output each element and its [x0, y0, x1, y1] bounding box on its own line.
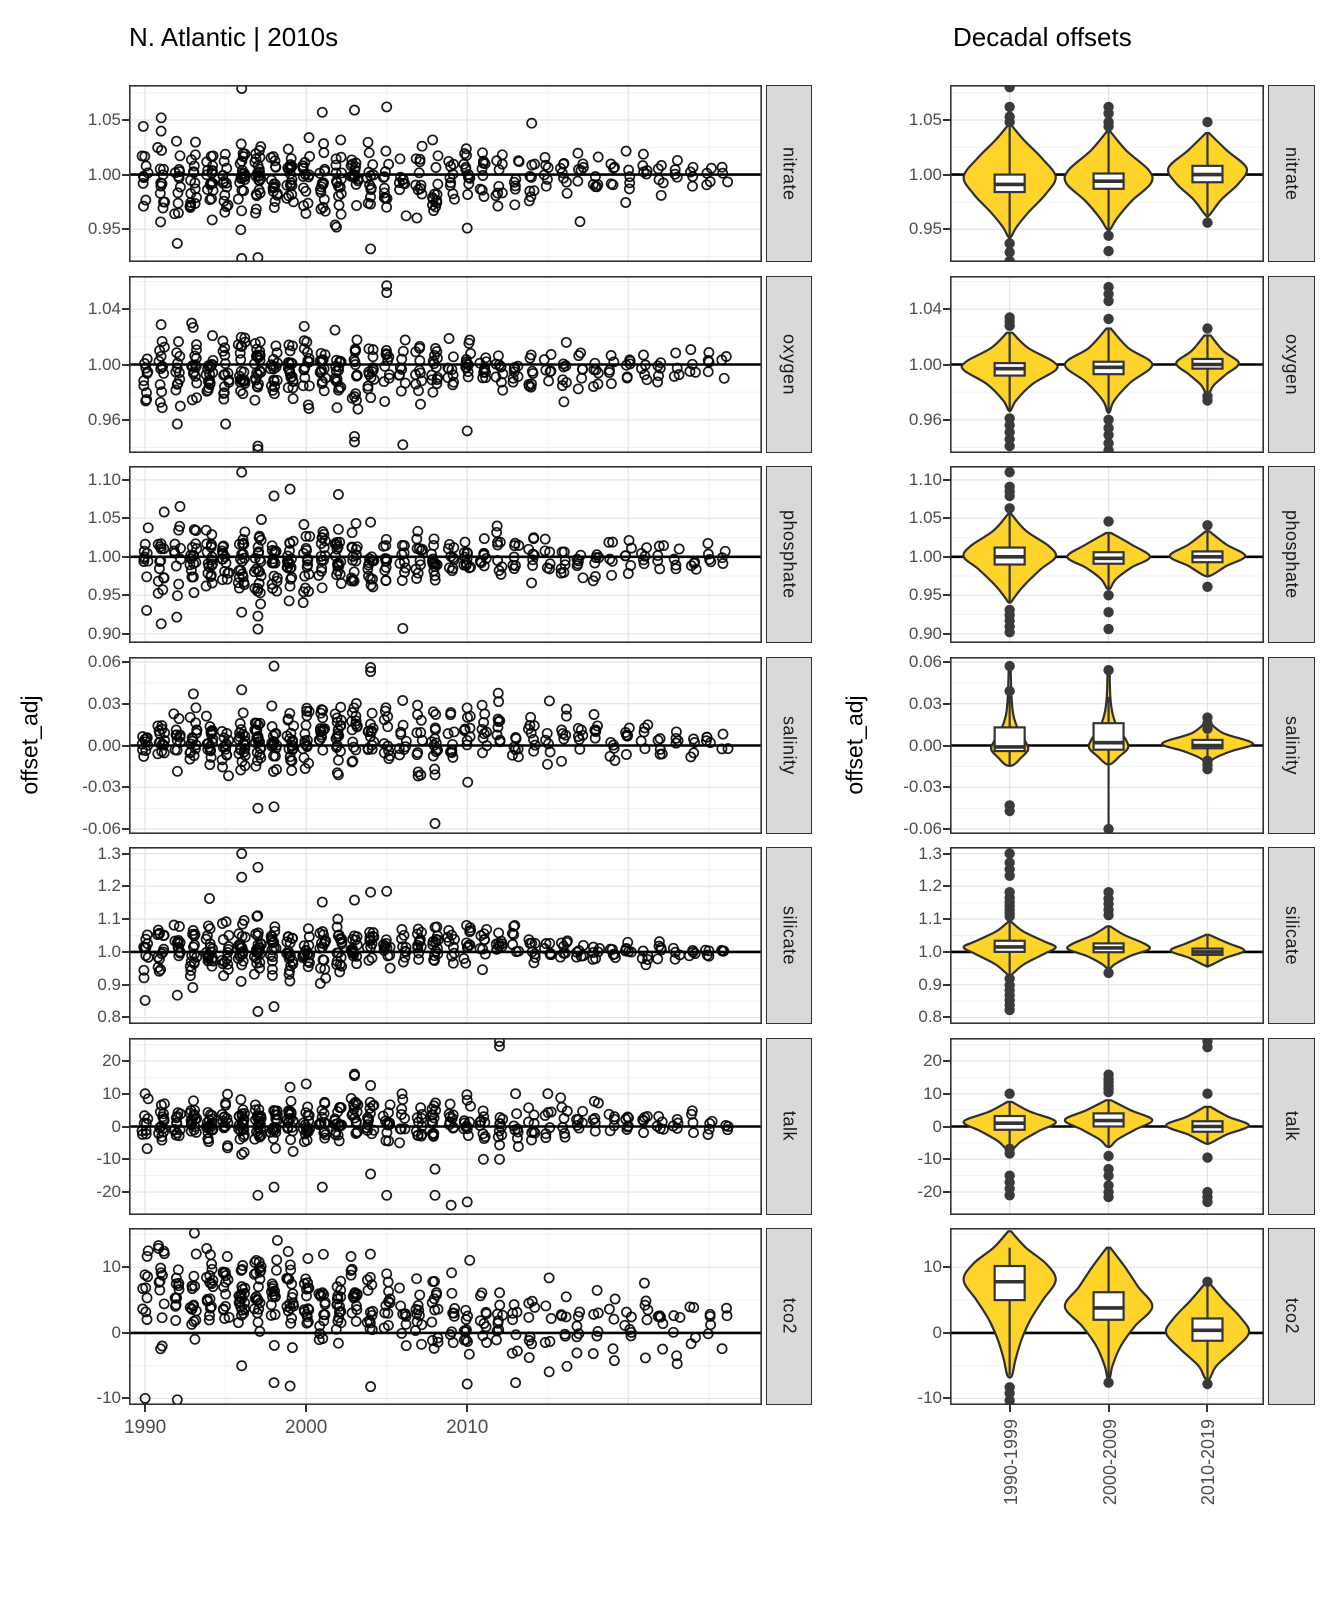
- y-tick-mark: [943, 951, 950, 953]
- y-tick-mark: [122, 174, 129, 176]
- y-tick-label: 10: [923, 1083, 942, 1103]
- scatter-panel-nitrate: [129, 85, 762, 262]
- y-tick-mark: [943, 918, 950, 920]
- x-tick-mark: [1108, 1405, 1110, 1412]
- y-tick-label: 1.04: [908, 299, 942, 319]
- violin-panel-tco2: [950, 1228, 1264, 1405]
- y-tick-label: 0.03: [87, 693, 121, 713]
- x-tick-label: 2000: [285, 1417, 328, 1438]
- y-axis-label: offset_adj: [16, 695, 43, 795]
- x-tick-mark: [466, 1405, 468, 1412]
- x-tick-mark: [1206, 1405, 1208, 1412]
- facet-strip-oxygen: [766, 276, 812, 453]
- y-tick-mark: [943, 828, 950, 830]
- y-tick-label: 20: [102, 1050, 121, 1070]
- y-tick-mark: [943, 1266, 950, 1268]
- y-tick-mark: [943, 661, 950, 663]
- facet-label: oxygen: [1282, 333, 1302, 396]
- facet-label: phosphate: [1282, 510, 1302, 599]
- y-tick-label: 10: [923, 1257, 942, 1277]
- y-tick-label: 0: [932, 1322, 942, 1342]
- y-tick-label: 1.00: [87, 164, 121, 184]
- violin-panel-salinity: [950, 657, 1264, 834]
- y-tick-label: 20: [923, 1050, 942, 1070]
- y-tick-label: 0.8: [918, 1007, 942, 1027]
- y-tick-label: 0: [111, 1116, 121, 1136]
- y-tick-mark: [943, 885, 950, 887]
- y-tick-mark: [122, 119, 129, 121]
- y-tick-label: 0.00: [87, 735, 121, 755]
- y-tick-mark: [122, 885, 129, 887]
- facet-strip-talk: [766, 1038, 812, 1215]
- y-tick-label: 1.1: [918, 909, 942, 929]
- y-tick-mark: [122, 364, 129, 366]
- y-tick-mark: [943, 1191, 950, 1193]
- facet-label: nitrate: [1282, 146, 1302, 201]
- x-tick-mark: [144, 1405, 146, 1412]
- y-tick-mark: [122, 1397, 129, 1399]
- y-tick-mark: [122, 308, 129, 310]
- y-tick-label: 1.3: [97, 843, 121, 863]
- y-tick-mark: [943, 174, 950, 176]
- y-tick-label: 1.05: [87, 508, 121, 528]
- y-tick-mark: [122, 786, 129, 788]
- y-tick-label: 0.9: [97, 974, 121, 994]
- y-tick-mark: [122, 745, 129, 747]
- x-category-label: 2000-2009: [1099, 1419, 1120, 1506]
- y-tick-mark: [122, 918, 129, 920]
- y-tick-label: 0.00: [908, 735, 942, 755]
- y-tick-label: 1.2: [918, 876, 942, 896]
- facet-label: talk: [1282, 1111, 1302, 1142]
- y-tick-mark: [943, 119, 950, 121]
- y-tick-mark: [943, 703, 950, 705]
- facet-label: talk: [779, 1111, 800, 1142]
- facet-label: silicate: [1282, 905, 1302, 966]
- y-tick-label: 0.95: [908, 585, 942, 605]
- scatter-panel-oxygen: [129, 276, 762, 453]
- y-tick-mark: [122, 1158, 129, 1160]
- facet-label: salinity: [1282, 715, 1302, 776]
- y-tick-label: 1.05: [908, 508, 942, 528]
- y-tick-mark: [943, 745, 950, 747]
- scatter-panel-silicate: [129, 847, 762, 1024]
- facet-strip-phosphate: [766, 466, 812, 643]
- facet-strip-nitrate: [766, 85, 812, 262]
- y-tick-mark: [943, 1332, 950, 1334]
- y-tick-label: 1.00: [87, 354, 121, 374]
- y-tick-label: 1.1: [97, 909, 121, 929]
- y-tick-mark: [122, 1016, 129, 1018]
- y-tick-label: 1.05: [87, 109, 121, 129]
- facet-strip-tco2: [766, 1228, 812, 1405]
- y-tick-mark: [122, 951, 129, 953]
- facet-strip-silicate: [766, 847, 812, 1024]
- y-tick-label: -0.06: [82, 819, 121, 839]
- y-tick-label: 0.90: [908, 623, 942, 643]
- y-tick-mark: [122, 703, 129, 705]
- y-tick-label: 0.96: [87, 409, 121, 429]
- y-tick-label: 0: [932, 1116, 942, 1136]
- facet-strip-salinity: [766, 657, 812, 834]
- y-tick-mark: [943, 308, 950, 310]
- y-tick-mark: [122, 984, 129, 986]
- y-tick-label: -0.03: [82, 777, 121, 797]
- violin-panel-talk: [950, 1038, 1264, 1215]
- y-tick-mark: [122, 556, 129, 558]
- facet-strip-nitrate: [1268, 85, 1315, 262]
- y-tick-mark: [122, 1332, 129, 1334]
- y-axis-label-right: offset_adj: [841, 695, 868, 795]
- y-tick-label: 0: [111, 1322, 121, 1342]
- facet-strip-salinity: [1268, 657, 1315, 834]
- violin-panel-nitrate: [950, 85, 1264, 262]
- x-tick-label: 1990: [123, 1417, 167, 1438]
- y-tick-label: 0.96: [908, 409, 942, 429]
- violin-figure: [830, 0, 1344, 1612]
- x-category-label: 1990-1999: [1000, 1419, 1021, 1506]
- y-tick-label: 1.0: [918, 941, 942, 961]
- facet-strip-talk: [1268, 1038, 1315, 1215]
- y-tick-label: -10: [917, 1388, 942, 1408]
- violin-panel-phosphate: [950, 466, 1264, 643]
- y-tick-mark: [122, 517, 129, 519]
- y-tick-mark: [943, 786, 950, 788]
- y-tick-mark: [122, 419, 129, 421]
- y-tick-label: 1.10: [87, 469, 121, 489]
- facet-label: oxygen: [779, 333, 800, 396]
- facet-strip-phosphate: [1268, 466, 1315, 643]
- facet-label: tco2: [1282, 1298, 1302, 1335]
- y-tick-mark: [122, 661, 129, 663]
- y-tick-mark: [122, 479, 129, 481]
- y-tick-label: 0.95: [87, 585, 121, 605]
- violin-panel-silicate: [950, 847, 1264, 1024]
- y-tick-mark: [122, 1266, 129, 1268]
- y-tick-mark: [122, 853, 129, 855]
- scatter-panel-talk: [129, 1038, 762, 1215]
- y-tick-label: 1.0: [97, 941, 121, 961]
- y-tick-mark: [122, 1191, 129, 1193]
- y-tick-label: 0.06: [87, 651, 121, 671]
- y-tick-label: 0.95: [908, 219, 942, 239]
- y-tick-label: -20: [96, 1182, 121, 1202]
- facet-label: tco2: [779, 1298, 800, 1335]
- facet-label: silicate: [779, 905, 800, 966]
- y-tick-mark: [943, 1060, 950, 1062]
- y-tick-mark: [943, 1016, 950, 1018]
- scatter-panel-tco2: [129, 1228, 762, 1405]
- y-tick-mark: [943, 1093, 950, 1095]
- facet-strip-silicate: [1268, 847, 1315, 1024]
- y-tick-mark: [122, 1126, 129, 1128]
- y-tick-label: 1.00: [908, 546, 942, 566]
- y-tick-mark: [943, 479, 950, 481]
- facet-label: salinity: [779, 715, 800, 776]
- y-tick-label: -10: [917, 1149, 942, 1169]
- x-tick-mark: [1009, 1405, 1011, 1412]
- y-tick-mark: [943, 853, 950, 855]
- y-tick-mark: [943, 1126, 950, 1128]
- y-tick-label: -20: [917, 1182, 942, 1202]
- y-tick-mark: [122, 594, 129, 596]
- y-tick-label: 0.90: [87, 623, 121, 643]
- y-tick-label: 0.8: [97, 1007, 121, 1027]
- violin-panel-oxygen: [950, 276, 1264, 453]
- y-tick-label: -0.03: [903, 777, 942, 797]
- y-tick-label: 1.10: [908, 469, 942, 489]
- y-tick-mark: [943, 517, 950, 519]
- scatter-panel-salinity: [129, 657, 762, 834]
- y-tick-label: 1.00: [87, 546, 121, 566]
- y-tick-label: 1.2: [97, 876, 121, 896]
- y-tick-mark: [943, 556, 950, 558]
- page-title-right: Decadal offsets: [953, 22, 1132, 52]
- y-tick-label: 1.3: [918, 843, 942, 863]
- y-tick-label: -10: [96, 1388, 121, 1408]
- y-tick-mark: [122, 1093, 129, 1095]
- scatter-panel-phosphate: [129, 466, 762, 643]
- y-tick-label: 1.00: [908, 164, 942, 184]
- y-tick-mark: [943, 1158, 950, 1160]
- y-tick-label: 0.06: [908, 651, 942, 671]
- y-tick-mark: [122, 828, 129, 830]
- y-tick-mark: [943, 633, 950, 635]
- y-tick-mark: [943, 1397, 950, 1399]
- y-tick-mark: [122, 228, 129, 230]
- facet-strip-oxygen: [1268, 276, 1315, 453]
- y-tick-label: 1.04: [87, 299, 121, 319]
- x-tick-label: 2010: [446, 1417, 489, 1438]
- y-tick-label: 1.00: [908, 354, 942, 374]
- y-tick-mark: [943, 984, 950, 986]
- y-tick-label: 0.03: [908, 693, 942, 713]
- y-tick-label: 0.95: [87, 219, 121, 239]
- y-tick-label: 10: [102, 1257, 121, 1277]
- page-title: N. Atlantic | 2010s: [129, 22, 339, 52]
- y-tick-mark: [122, 633, 129, 635]
- y-tick-label: -0.06: [903, 819, 942, 839]
- facet-label: nitrate: [779, 146, 800, 201]
- y-tick-mark: [943, 364, 950, 366]
- y-tick-label: 1.05: [908, 109, 942, 129]
- y-tick-mark: [943, 419, 950, 421]
- y-tick-label: -10: [96, 1149, 121, 1169]
- y-tick-label: 10: [102, 1083, 121, 1103]
- x-category-label: 2010-2019: [1198, 1419, 1219, 1506]
- facet-strip-tco2: [1268, 1228, 1315, 1405]
- y-tick-label: 0.9: [918, 974, 942, 994]
- y-tick-mark: [943, 228, 950, 230]
- y-tick-mark: [943, 594, 950, 596]
- y-tick-mark: [122, 1060, 129, 1062]
- x-tick-mark: [305, 1405, 307, 1412]
- facet-label: phosphate: [779, 510, 800, 599]
